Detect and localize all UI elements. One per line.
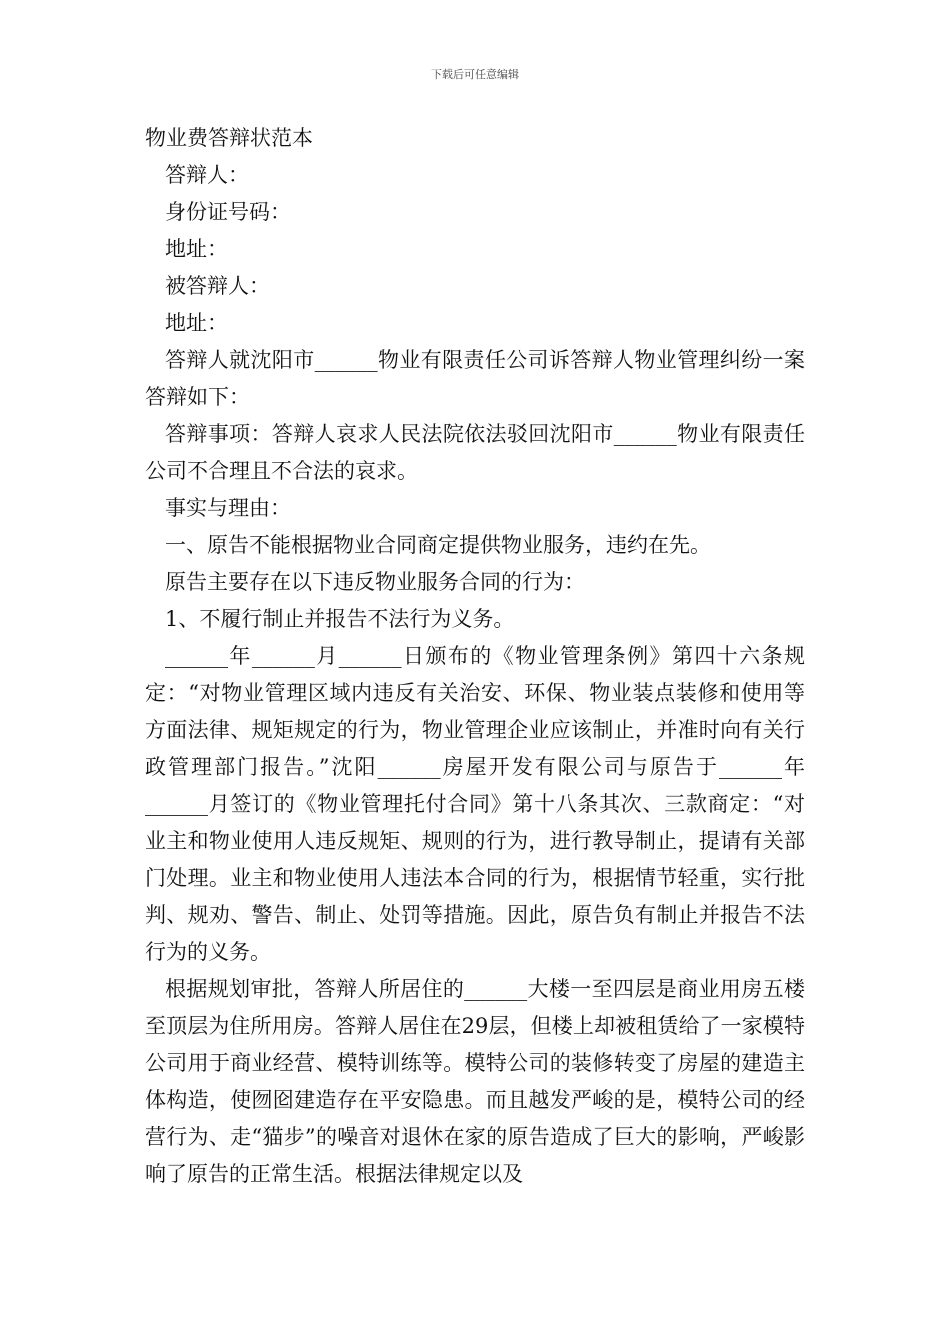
field-plaintiff: 被答辩人：	[165, 274, 270, 298]
paragraph-intro: 答辩人就沈阳市______物业有限责任公司诉答辩人物业管理纠纷一案答辩如下：	[145, 348, 805, 409]
field-plaintiff-address: 地址：	[165, 311, 228, 335]
paragraph-facts-heading: 事实与理由：	[165, 496, 291, 520]
paragraph-point-one: 一、原告不能根据物业合同商定提供物业服务，违约在先。	[165, 533, 711, 557]
field-id-number: 身份证号码：	[165, 200, 291, 224]
field-respondent: 答辩人：	[165, 163, 249, 187]
paragraph-planning: 根据规划审批，答辩人所居住的______大楼一至四层是商业用房五楼至顶层为住所用房。答辩人居住在29层，但楼上却被租赁给了一家模特公司用于商业经营、模特训练等。模特公司的装修转变了房屋的建造主体构造，使囫囵建造存在平安隐患。而且越发严峻的是，模特公司的经营行为、走“猫步”的噪音对退休在家的原告造成了巨大的影响，严峻影响了原告的正常生活。根据法律规定以及	[145, 977, 805, 1186]
paragraph-regulation: ______年______月______日颁布的《物业管理条例》第四十六条规定：“对物业管理区域内违反有关治安、环保、物业装点装修和使用等方面法律、规矩规定的行为，物业管理企业应该制止，并准时向有关行政管理部门报告。”沈阳______房屋开发有限公司与原告于______年______月签订的《物业管理托付合同》第十八条其次、三款商定：“对业主和物业使用人违反规矩、规则的行为，进行教导制止，提请有关部门处理。业主和物业使用人违法本合同的行为，根据情节轻重，实行批判、规劝、警告、制止、处罚等措施。因此，原告负有制止并报告不法行为的义务。	[145, 644, 805, 964]
header-note: 下载后可任意编辑	[431, 68, 519, 81]
field-respondent-address: 地址：	[165, 237, 228, 261]
paragraph-violations-intro: 原告主要存在以下违反物业服务合同的行为：	[165, 570, 585, 594]
paragraph-defense-request: 答辩事项：答辩人哀求人民法院依法驳回沈阳市______物业有限责任公司不合理且不合法的哀求。	[145, 422, 805, 483]
document-title: 物业费答辩状范本	[145, 126, 313, 150]
paragraph-item-one: 1、不履行制止并报告不法行为义务。	[165, 607, 515, 631]
document-body	[145, 120, 805, 1193]
